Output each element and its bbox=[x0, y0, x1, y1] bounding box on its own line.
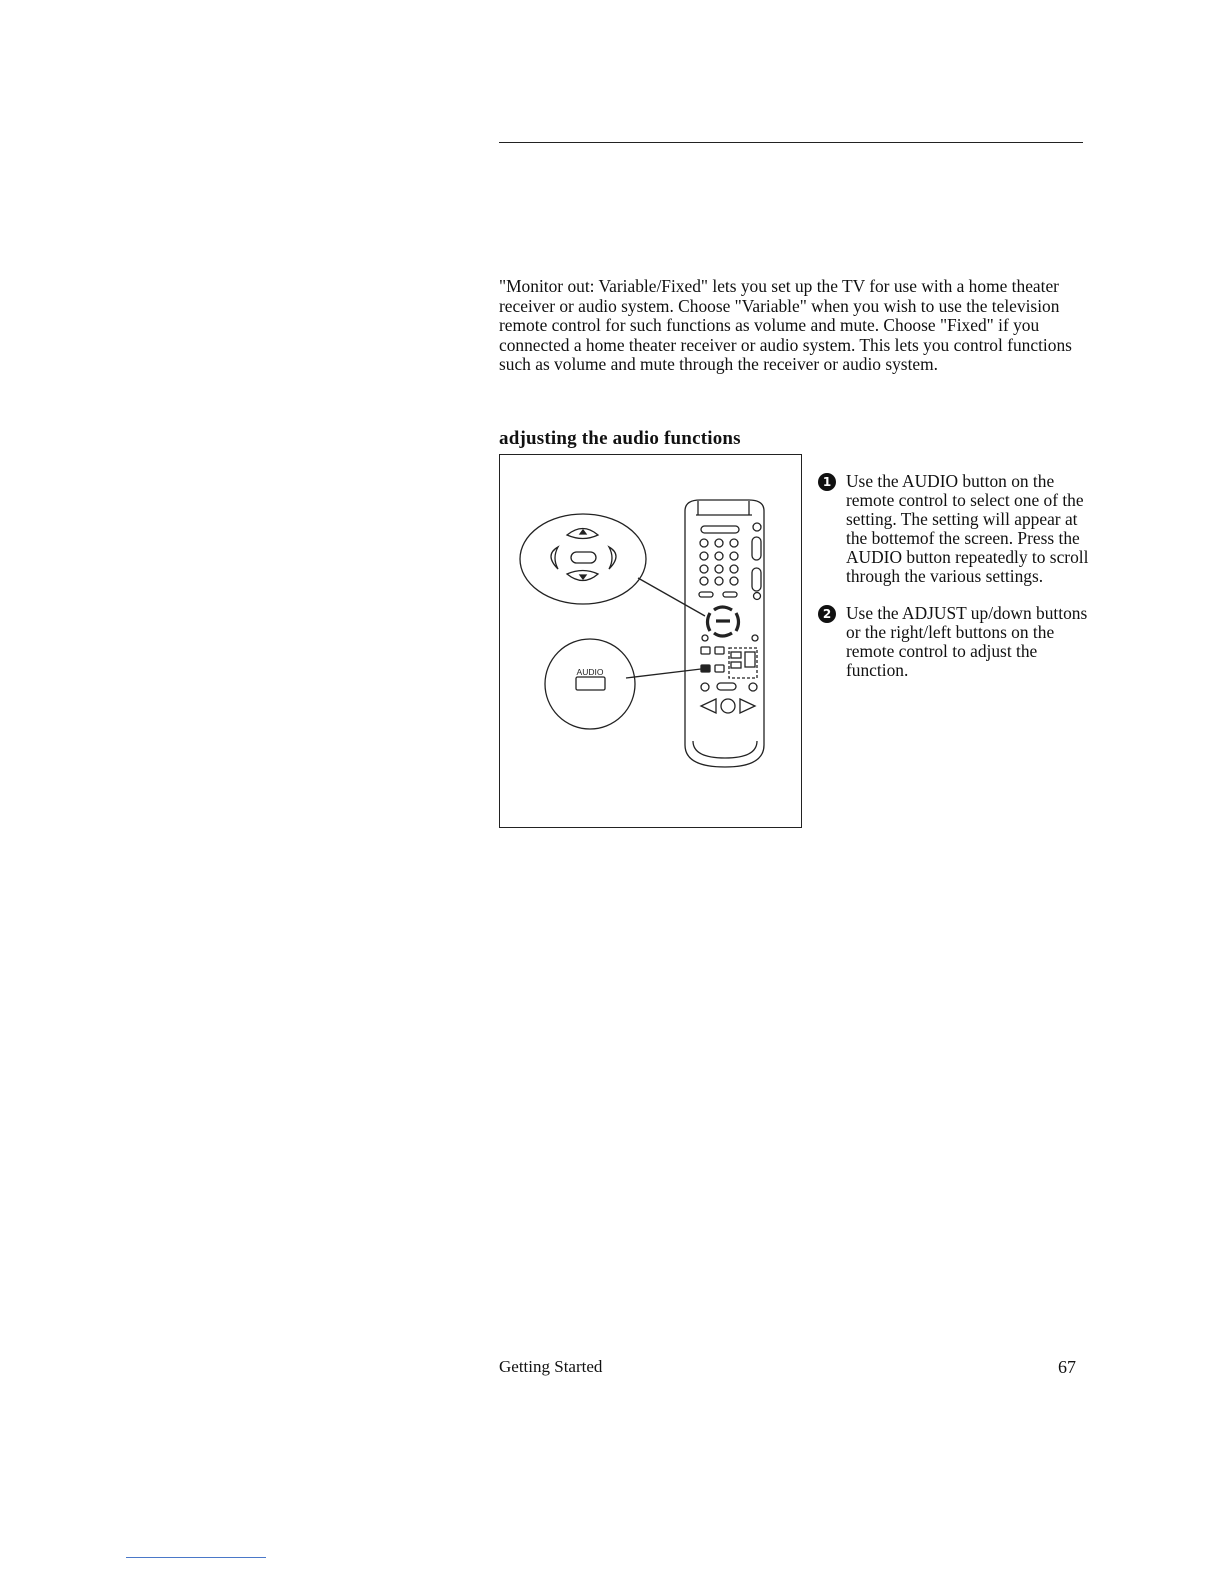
step-2 bbox=[818, 604, 1098, 680]
step-1-number-icon: 1 bbox=[818, 473, 836, 491]
audio-button-label: AUDIO bbox=[576, 667, 604, 677]
audio-callout-line bbox=[626, 669, 701, 678]
steps-list bbox=[818, 472, 1098, 680]
step-1-text: Use the AUDIO button on the remote control to select one of the setting. The setting will appear at the bottemof the screen. Press the AUDIO button repeatedly to scroll through the various settings. bbox=[846, 471, 1089, 586]
audio-button-icon bbox=[545, 639, 635, 729]
footer-section-title: Getting Started bbox=[499, 1357, 603, 1376]
step-2-number-icon: 2 bbox=[818, 605, 836, 623]
remote-diagram bbox=[500, 455, 803, 829]
remote-control-icon bbox=[685, 500, 764, 767]
page-number: 67 bbox=[1058, 1357, 1076, 1377]
step-1 bbox=[818, 472, 1098, 586]
step-2-text: Use the ADJUST up/down buttons or the right/left buttons on the remote control to adjust the function. bbox=[846, 603, 1088, 680]
bottom-rule bbox=[126, 1557, 266, 1558]
dpad-callout-line bbox=[638, 578, 705, 616]
header-rule bbox=[499, 142, 1083, 143]
directional-pad-icon bbox=[520, 514, 646, 604]
remote-figure bbox=[499, 454, 802, 828]
intro-paragraph: "Monitor out: Variable/Fixed" lets you set up the TV for use with a home theater receiver or audio system. Choose "Variable" when you wish to use the television remote control for such functions as volume and mute. Choose "Fixed" if you connected a home theater receiver or audio system. This lets you control functions such as volume and mute through the receiver or audio system. bbox=[499, 276, 1072, 375]
section-title: adjusting the audio functions bbox=[499, 428, 741, 449]
